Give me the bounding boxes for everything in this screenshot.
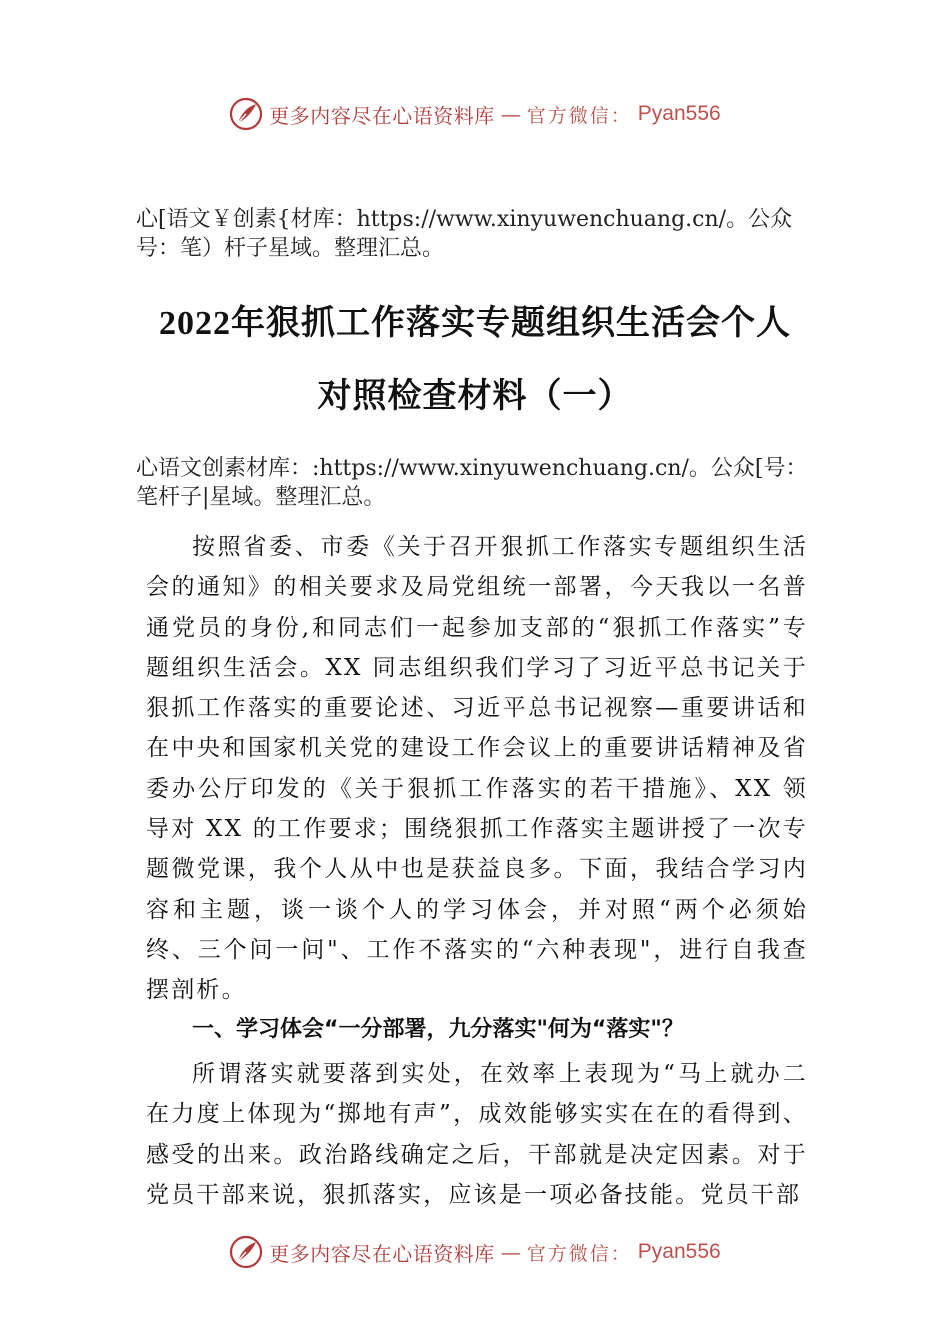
- watermark-label: 官方微信：: [526, 104, 632, 127]
- watermark-label: 官方微信：: [526, 1242, 632, 1265]
- watermark-separator: —: [500, 102, 521, 126]
- section-heading: 一、学习体会“一分部署，九分落实"何为“落实"？: [192, 1017, 684, 1042]
- body-paragraph: 按照省委、市委《关于召开狠抓工作落实专题组织生活会的通知》的相关要求及局党组统一部署，今天我以一名普通党员的身份,和同志们一起参加支部的“狠抓工作落实”专题组织生活会。XX 同志组织我们学习了习近平总书记关于狠抓工作落实的重要论述、习近平总书记视察—重要讲话和在中央和国家机关党的建设工作会议上的重要讲话精神及省委办公厅印发的《关于狠抓工作落实的若干措施》、XX 领导对 XX 的工作要求；围绕狠抓工作落实主题讲授了一次专题微党课，我个人从中也是获益良多。下面，我结合学习内容和主题，谈一谈个人的学习体会，并对照“两个必须始终、三个问一问"、工作不落实的“六种表现"，进行自我查摆剖析。: [146, 534, 808, 1004]
- header-watermark: [0, 92, 950, 136]
- footer-watermark: [0, 1230, 950, 1274]
- watermark-separator: —: [500, 1240, 521, 1264]
- body-paragraph: 所谓落实就要落到实处，在效率上表现为“马上就办二在力度上体现为“掷地有声”，成效能够实实在在的看得到、感受的出来。政治路线确定之后，干部就是决定因素。对于党员干部来说，狠抓落实，应该是一项必备技能。党员干部: [146, 1061, 808, 1208]
- document-title-line-1: 2022年狠抓工作落实专题组织生活会个人: [159, 305, 791, 342]
- watermark-wechat-id: Pyan556: [637, 102, 721, 125]
- feather-pen-logo-icon: [229, 97, 263, 131]
- source-note: 心语文创素材库：:https://www.xinyuwenchuang.cn/。公众[号：笔杆子|星域。整理汇总。: [136, 456, 808, 510]
- watermark-main-text: 更多内容尽在心语资料库: [269, 103, 495, 128]
- source-note: 心[语文￥创素{材库：https://www.xinyuwenchuang.cn/。公众号：笔）杆子星域。整理汇总。: [136, 207, 793, 261]
- watermark-wechat-id: Pyan556: [637, 1240, 721, 1263]
- document-title-line-2: 对照检查材料（一）: [317, 378, 633, 415]
- feather-pen-logo-icon: [229, 1235, 263, 1269]
- watermark-main-text: 更多内容尽在心语资料库: [269, 1241, 495, 1266]
